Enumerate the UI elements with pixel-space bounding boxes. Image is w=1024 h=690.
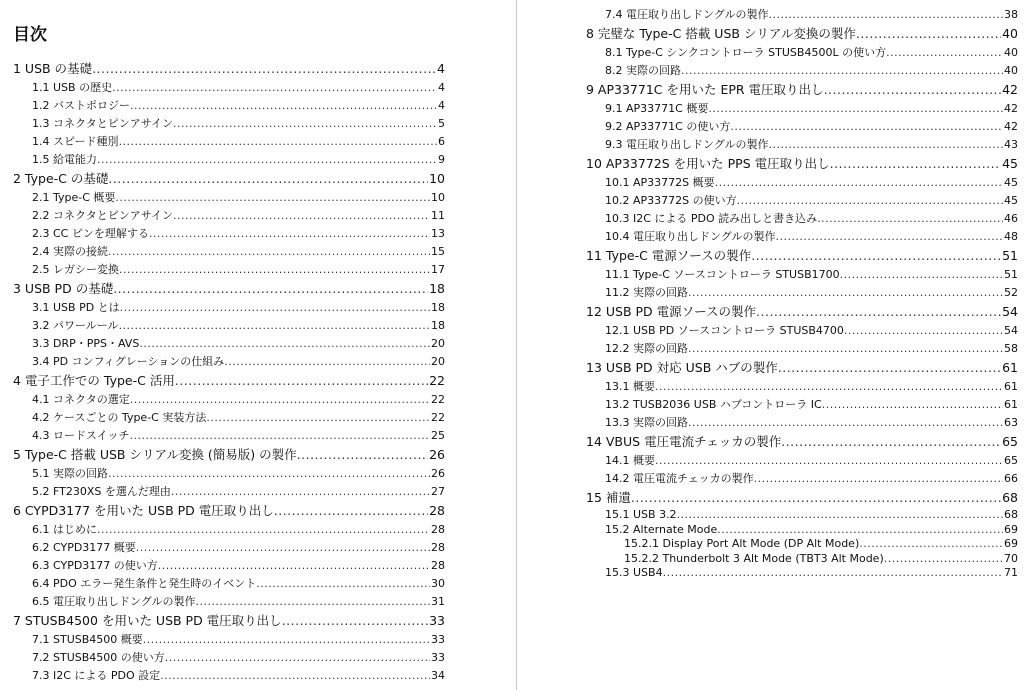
dot-leader: [768, 5, 1003, 23]
toc-entry-page: 26: [431, 467, 445, 480]
dot-leader: [139, 334, 430, 352]
toc-entry-label: 3.4 PD コンフィグレーションの仕組み: [32, 355, 225, 368]
toc-entry[interactable]: [586, 245, 1018, 265]
dot-leader: [119, 260, 430, 278]
toc-entry[interactable]: [13, 206, 445, 224]
dot-leader: [730, 117, 1003, 135]
toc-entry-label: 6.2 CYPD3177 概要: [32, 541, 136, 554]
toc-entry-page: 4: [437, 61, 445, 76]
dot-leader: [631, 487, 1001, 507]
toc-entry[interactable]: [13, 538, 445, 556]
dot-leader: [781, 431, 1001, 451]
toc-entry-label: 9 AP33771C を用いた EPR 電圧取り出し: [586, 82, 824, 97]
toc-entry-page: 42: [1002, 82, 1018, 97]
dot-leader: [108, 168, 428, 188]
dot-leader: [173, 206, 430, 224]
toc-entry-label: 11.1 Type-C ソースコントローラ STUSB1700: [605, 268, 840, 281]
toc-entry[interactable]: [13, 592, 445, 610]
toc-entry-label: 15.3 USB4: [605, 566, 663, 579]
toc-entry-label: 2.5 レガシー変換: [32, 263, 119, 276]
toc-entry-page: 10: [431, 191, 445, 204]
toc-list-right: [586, 5, 1018, 580]
dot-leader: [824, 79, 1002, 99]
toc-entry[interactable]: [13, 666, 445, 684]
toc-entry-page: 69: [1004, 537, 1018, 550]
toc-entry-page: 34: [431, 669, 445, 682]
toc-entry-page: 68: [1002, 490, 1018, 505]
toc-entry-page: 54: [1004, 324, 1018, 337]
toc-entry-page: 9: [438, 153, 445, 166]
toc-entry-label: 5 Type-C 搭載 USB シリアル変換 (簡易版) の製作: [13, 447, 297, 462]
dot-leader: [717, 522, 1003, 537]
toc-entry[interactable]: [586, 321, 1018, 339]
dot-leader: [112, 78, 437, 96]
dot-leader: [120, 298, 430, 316]
toc-entry-page: 52: [1004, 286, 1018, 299]
dot-leader: [130, 390, 430, 408]
dot-leader: [119, 316, 430, 334]
toc-entry-label: 1.4 スピード種別: [32, 135, 119, 148]
toc-entry-page: 22: [431, 393, 445, 406]
toc-entry-label: 1.5 給電能力: [32, 153, 97, 166]
toc-entry[interactable]: [586, 117, 1018, 135]
toc-entry-label: 10.2 AP33772S の使い方: [605, 194, 737, 207]
right-page: [518, 0, 1024, 690]
toc-entry[interactable]: [586, 487, 1018, 507]
toc-entry-page: 54: [1002, 304, 1018, 319]
dot-leader: [751, 245, 1001, 265]
toc-entry-label: 2.3 CC ピンを理解する: [32, 227, 149, 240]
toc-entry[interactable]: [13, 390, 445, 408]
dot-leader: [297, 444, 428, 464]
toc-entry[interactable]: [13, 132, 445, 150]
toc-entry-label: 2.1 Type-C 概要: [32, 191, 116, 204]
toc-entry[interactable]: [586, 99, 1018, 117]
toc-entry-label: 8 完璧な Type-C 搭載 USB シリアル変換の製作: [586, 26, 856, 41]
toc-entry-page: 70: [1004, 551, 1018, 565]
toc-entry[interactable]: [586, 413, 1018, 431]
toc-entry-label: 15.2.1 Display Port Alt Mode (DP Alt Mode): [624, 537, 860, 550]
toc-entry-label: 4 電子工作での Type-C 活用: [13, 373, 175, 388]
toc-entry-label: 1.3 コネクタとピンアサイン: [32, 117, 173, 130]
dot-leader: [173, 114, 437, 132]
toc-entry[interactable]: [586, 43, 1018, 61]
dot-leader: [274, 500, 428, 520]
toc-entry[interactable]: [13, 278, 445, 298]
toc-entry-label: 15.1 USB 3.2: [605, 508, 677, 521]
toc-entry[interactable]: [13, 426, 445, 444]
dot-leader: [817, 209, 1003, 227]
dot-leader: [113, 278, 428, 298]
toc-entry-page: 45: [1004, 194, 1018, 207]
dot-leader: [886, 43, 1003, 61]
toc-entry-label: 10.1 AP33772S 概要: [605, 176, 715, 189]
dot-leader: [97, 150, 437, 168]
dot-leader: [688, 283, 1003, 301]
toc-entry-page: 4: [438, 81, 445, 94]
toc-entry-label: 13 USB PD 対応 USB ハブの製作: [586, 360, 778, 375]
dot-leader: [108, 464, 430, 482]
toc-entry-page: 58: [1004, 342, 1018, 355]
toc-entry-page: 61: [1002, 360, 1018, 375]
toc-entry-page: 31: [431, 595, 445, 608]
toc-entry-page: 51: [1002, 248, 1018, 263]
toc-entry-page: 45: [1002, 156, 1018, 171]
toc-entry-page: 40: [1002, 26, 1018, 41]
toc-entry-page: 61: [1004, 398, 1018, 411]
toc-entry[interactable]: [586, 79, 1018, 99]
toc-entry-label: 9.1 AP33771C 概要: [605, 102, 709, 115]
toc-entry[interactable]: [13, 224, 445, 242]
toc-entry-page: 18: [431, 319, 445, 332]
toc-entry-label: 11.2 実際の回路: [605, 286, 688, 299]
toc-entry-label: 6.4 PDO エラー発生条件と発生時のイベント: [32, 577, 257, 590]
toc-entry[interactable]: [13, 96, 445, 114]
dot-leader: [130, 96, 437, 114]
dot-leader: [884, 551, 1003, 566]
toc-entry-label: 12.1 USB PD ソースコントローラ STUSB4700: [605, 324, 844, 337]
toc-entry-page: 20: [431, 355, 445, 368]
toc-entry[interactable]: [586, 551, 1018, 566]
dot-leader: [282, 610, 428, 630]
toc-entry-page: 28: [431, 559, 445, 572]
toc-entry[interactable]: [13, 630, 445, 648]
dot-leader: [129, 426, 430, 444]
toc-entry-page: 25: [431, 429, 445, 442]
toc-entry-label: 2.2 コネクタとピンアサイン: [32, 209, 173, 222]
dot-leader: [688, 339, 1003, 357]
dot-leader: [655, 451, 1003, 469]
toc-entry-page: 22: [429, 373, 445, 388]
toc-entry-page: 61: [1004, 380, 1018, 393]
toc-entry-label: 11 Type-C 電源ソースの製作: [586, 248, 752, 263]
toc-title: 目次: [13, 25, 47, 45]
toc-entry[interactable]: [13, 78, 445, 96]
toc-entry[interactable]: [586, 507, 1018, 522]
toc-entry-page: 15: [431, 245, 445, 258]
dot-leader: [195, 592, 430, 610]
toc-entry-label: 13.1 概要: [605, 380, 655, 393]
toc-entry-label: 12.2 実際の回路: [605, 342, 688, 355]
toc-entry-page: 11: [431, 209, 445, 222]
toc-entry[interactable]: [586, 536, 1018, 551]
toc-entry[interactable]: [13, 242, 445, 260]
toc-entry[interactable]: [586, 135, 1018, 153]
dot-leader: [158, 556, 430, 574]
toc-entry[interactable]: [13, 298, 445, 316]
toc-entry-label: 8.2 実際の回路: [605, 64, 681, 77]
dot-leader: [256, 574, 430, 592]
toc-entry[interactable]: [586, 451, 1018, 469]
toc-entry[interactable]: [586, 357, 1018, 377]
toc-entry-label: 14.2 電圧電流チェッカの製作: [605, 472, 754, 485]
toc-entry-page: 30: [431, 577, 445, 590]
dot-leader: [92, 58, 436, 78]
toc-entry-page: 6: [438, 135, 445, 148]
dot-leader: [756, 301, 1001, 321]
toc-entry[interactable]: [13, 464, 445, 482]
toc-entry-page: 17: [431, 263, 445, 276]
dot-leader: [754, 469, 1003, 487]
toc-entry-label: 5.1 実際の回路: [32, 467, 108, 480]
toc-entry-label: 1 USB の基礎: [13, 61, 93, 76]
toc-entry[interactable]: [13, 500, 445, 520]
toc-entry-label: 5.2 FT230XS を選んだ理由: [32, 485, 171, 498]
toc-entry[interactable]: [13, 574, 445, 592]
toc-entry-page: 45: [1004, 176, 1018, 189]
toc-entry[interactable]: [586, 173, 1018, 191]
dot-leader: [175, 370, 428, 390]
dot-leader: [830, 153, 1001, 173]
toc-entry-label: 4.1 コネクタの選定: [32, 393, 130, 406]
toc-entry-page: 18: [429, 281, 445, 296]
toc-entry-page: 28: [429, 503, 445, 518]
toc-entry[interactable]: [13, 556, 445, 574]
dot-leader: [715, 173, 1003, 191]
toc-entry-label: 7.4 電圧取り出しドングルの製作: [605, 8, 769, 21]
toc-entry-label: 13.3 実際の回路: [605, 416, 688, 429]
toc-entry[interactable]: [586, 283, 1018, 301]
dot-leader: [224, 352, 430, 370]
toc-entry-label: 3.2 パワールール: [32, 319, 119, 332]
toc-entry-label: 10 AP33772S を用いた PPS 電圧取り出し: [586, 156, 830, 171]
toc-entry-page: 18: [431, 301, 445, 314]
toc-entry-page: 4: [438, 99, 445, 112]
toc-entry[interactable]: [13, 58, 445, 78]
dot-leader: [136, 538, 430, 556]
toc-entry-page: 51: [1004, 268, 1018, 281]
dot-leader: [165, 648, 430, 666]
toc-entry[interactable]: [13, 260, 445, 278]
toc-entry-label: 10.3 I2C による PDO 読み出しと書き込み: [605, 212, 818, 225]
toc-entry-page: 68: [1004, 508, 1018, 521]
toc-entry[interactable]: [586, 5, 1018, 23]
toc-entry[interactable]: [13, 150, 445, 168]
dot-leader: [655, 377, 1003, 395]
toc-entry-label: 15.2.2 Thunderbolt 3 Alt Mode (TBT3 Alt Mode): [624, 551, 884, 565]
page-divider: [516, 0, 517, 690]
toc-entry-page: 71: [1004, 566, 1018, 579]
toc-entry[interactable]: [586, 209, 1018, 227]
toc-entry-label: 7.2 STUSB4500 の使い方: [32, 651, 165, 664]
toc-entry[interactable]: [586, 395, 1018, 413]
toc-entry[interactable]: [586, 469, 1018, 487]
toc-entry[interactable]: [13, 334, 445, 352]
toc-entry[interactable]: [586, 227, 1018, 245]
toc-entry-page: 48: [1004, 230, 1018, 243]
toc-entry-label: 3.3 DRP・PPS・AVS: [32, 337, 140, 350]
toc-entry-label: 7.1 STUSB4500 概要: [32, 633, 143, 646]
toc-entry-label: 9.3 電圧取り出しドングルの製作: [605, 138, 769, 151]
toc-entry-page: 69: [1004, 522, 1018, 536]
toc-entry[interactable]: [586, 265, 1018, 283]
toc-entry-label: 14 VBUS 電圧電流チェッカの製作: [586, 434, 782, 449]
toc-entry-label: 3 USB PD の基礎: [13, 281, 114, 296]
toc-entry[interactable]: [13, 610, 445, 630]
toc-entry[interactable]: [586, 565, 1018, 580]
dot-leader: [840, 265, 1003, 283]
toc-entry-page: 20: [431, 337, 445, 350]
toc-entry-page: 43: [1004, 138, 1018, 151]
toc-entry-label: 14.1 概要: [605, 454, 655, 467]
dot-leader: [844, 321, 1003, 339]
dot-leader: [663, 565, 1003, 580]
toc-entry-page: 66: [1004, 472, 1018, 485]
toc-entry-page: 33: [431, 651, 445, 664]
toc-entry-page: 65: [1004, 454, 1018, 467]
dot-leader: [778, 357, 1001, 377]
toc-entry-page: 40: [1004, 46, 1018, 59]
toc-entry[interactable]: [586, 153, 1018, 173]
toc-entry-page: 65: [1002, 434, 1018, 449]
toc-entry[interactable]: [13, 114, 445, 132]
toc-entry[interactable]: [586, 377, 1018, 395]
toc-entry-label: 7 STUSB4500 を用いた USB PD 電圧取り出し: [13, 613, 282, 628]
toc-entry[interactable]: [586, 191, 1018, 209]
toc-entry-label: 6.5 電圧取り出しドングルの製作: [32, 595, 196, 608]
toc-entry-page: 28: [431, 523, 445, 536]
dot-leader: [143, 630, 430, 648]
toc-entry-page: 5: [438, 117, 445, 130]
toc-entry-label: 4.3 ロードスイッチ: [32, 429, 130, 442]
toc-entry[interactable]: [13, 444, 445, 464]
toc-entry[interactable]: [13, 482, 445, 500]
toc-entry[interactable]: [13, 520, 445, 538]
toc-entry-label: 6.1 はじめに: [32, 523, 97, 536]
toc-entry[interactable]: [13, 316, 445, 334]
toc-entry[interactable]: [13, 352, 445, 370]
toc-entry[interactable]: [586, 339, 1018, 357]
toc-entry-label: 3.1 USB PD とは: [32, 301, 120, 314]
toc-entry-label: 7.3 I2C による PDO 設定: [32, 669, 161, 682]
toc-entry-label: 15.2 Alternate Mode: [605, 522, 718, 536]
toc-entry[interactable]: [13, 188, 445, 206]
toc-list-left: [13, 58, 445, 684]
toc-entry[interactable]: [586, 23, 1018, 43]
toc-entry-label: 2 Type-C の基礎: [13, 171, 109, 186]
toc-entry-page: 63: [1004, 416, 1018, 429]
toc-entry[interactable]: [586, 301, 1018, 321]
toc-entry-label: 9.2 AP33771C の使い方: [605, 120, 731, 133]
toc-entry[interactable]: [13, 408, 445, 426]
dot-leader: [171, 482, 430, 500]
toc-entry-label: 15 補遺: [586, 490, 631, 505]
toc-entry-label: 1.2 バストポロジー: [32, 99, 130, 112]
toc-entry[interactable]: [13, 648, 445, 666]
toc-entry-label: 12 USB PD 電源ソースの製作: [586, 304, 757, 319]
dot-leader: [768, 135, 1003, 153]
toc-entry[interactable]: [586, 431, 1018, 451]
dot-leader: [859, 536, 1003, 551]
toc-entry-page: 26: [429, 447, 445, 462]
toc-entry-page: 42: [1004, 120, 1018, 133]
dot-leader: [737, 191, 1003, 209]
toc-entry-page: 46: [1004, 212, 1018, 225]
dot-leader: [160, 666, 430, 684]
dot-leader: [822, 395, 1003, 413]
dot-leader: [119, 132, 437, 150]
toc-entry-label: 1.1 USB の歴史: [32, 81, 113, 94]
dot-leader: [856, 23, 1001, 43]
toc-entry-page: 28: [431, 541, 445, 554]
toc-entry-page: 13: [431, 227, 445, 240]
toc-entry[interactable]: [586, 61, 1018, 79]
toc-entry-page: 22: [431, 411, 445, 424]
toc-entry-page: 10: [429, 171, 445, 186]
dot-leader: [775, 227, 1003, 245]
toc-entry-page: 40: [1004, 64, 1018, 77]
toc-entry-label: 13.2 TUSB2036 USB ハブコントローラ IC: [605, 398, 822, 411]
toc-entry-page: 33: [431, 633, 445, 646]
toc-entry-label: 10.4 電圧取り出しドングルの製作: [605, 230, 776, 243]
toc-entry-label: 2.4 実際の接続: [32, 245, 108, 258]
dot-leader: [688, 413, 1003, 431]
toc-entry-label: 8.1 Type-C シンクコントローラ STUSB4500L の使い方: [605, 46, 887, 59]
toc-entry-page: 42: [1004, 102, 1018, 115]
dot-leader: [115, 188, 430, 206]
toc-entry-page: 38: [1004, 8, 1018, 21]
dot-leader: [97, 520, 430, 538]
toc-entry[interactable]: [586, 522, 1018, 537]
toc-entry-page: 33: [429, 613, 445, 628]
dot-leader: [677, 507, 1003, 522]
dot-leader: [708, 99, 1003, 117]
toc-entry-page: 27: [431, 485, 445, 498]
dot-leader: [206, 408, 430, 426]
toc-entry[interactable]: [13, 168, 445, 188]
toc-entry[interactable]: [13, 370, 445, 390]
dot-leader: [681, 61, 1003, 79]
dot-leader: [149, 224, 430, 242]
toc-entry-label: 6.3 CYPD3177 の使い方: [32, 559, 158, 572]
toc-entry-label: 6 CYPD3177 を用いた USB PD 電圧取り出し: [13, 503, 274, 518]
dot-leader: [108, 242, 430, 260]
toc-entry-label: 4.2 ケースごとの Type-C 実装方法: [32, 411, 207, 424]
